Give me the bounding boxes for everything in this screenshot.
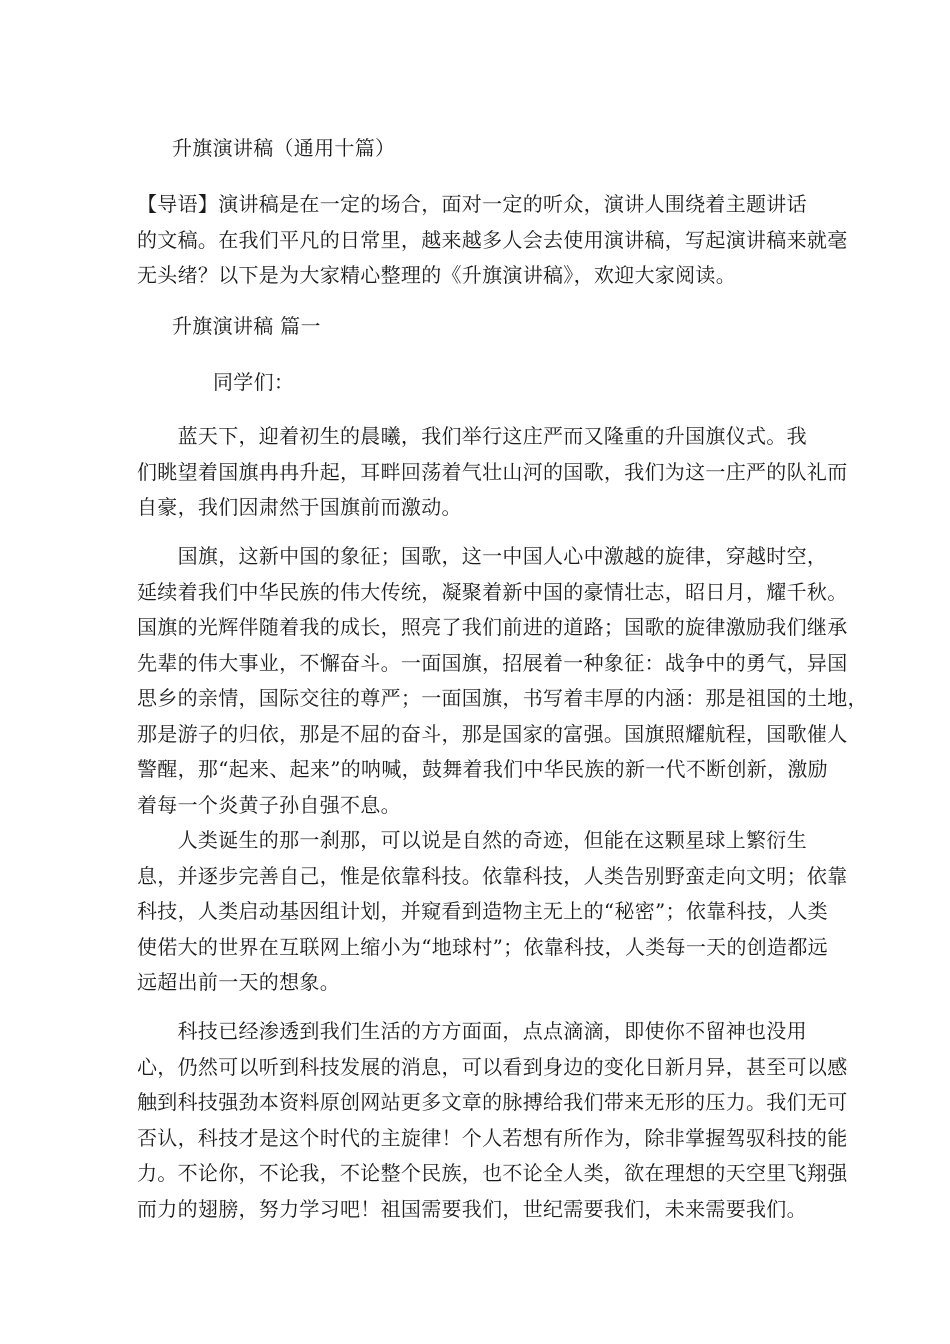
document-title: 升旗演讲稿（通用十篇） <box>172 136 396 160</box>
paragraph-line: 力。不论你，不论我，不论整个民族，也不论全人类，欲在理想的天空里飞翔强 <box>137 1161 848 1185</box>
paragraph-line: 心，仍然可以听到科技发展的消息，可以看到身边的变化日新月异，甚至可以感 <box>137 1054 848 1079</box>
paragraph-line: 蓝天下，迎着初生的晨曦，我们举行这庄严而又隆重的升国旗仪式。我 <box>137 424 807 448</box>
section-heading: 升旗演讲稿 篇一 <box>172 314 321 338</box>
paragraph-line: 警醒，那“起来、起来”的呐喊，鼓舞着我们中华民族的新一代不断创新，激励 <box>137 757 828 781</box>
paragraph-line: 国旗的光辉伴随着我的成长，照亮了我们前进的道路；国歌的旋律激励我们继承 <box>137 615 848 639</box>
body-paragraph-2 <box>137 539 868 823</box>
paragraph-line: 触到科技强劲本资料原创网站更多文章的脉搏给我们带来无形的压力。我们无可 <box>137 1090 848 1114</box>
paragraph-line: 着每一个炎黄子孙自强不息。 <box>137 792 401 817</box>
paragraph-line: 自豪，我们因肃然于国旗前而激动。 <box>137 495 462 519</box>
paragraph-line: 国旗，这新中国的象征；国歌，这一中国人心中激越的旋律，穿越时空， <box>137 544 828 568</box>
body-paragraph-1 <box>137 419 848 526</box>
paragraph-line: 息，并逐步完善自己，惟是依靠科技。依靠科技，人类告别野蛮走向文明；依靠 <box>137 863 848 888</box>
salutation: 同学们： <box>213 370 295 394</box>
body-paragraph-4 <box>137 1014 848 1227</box>
paragraph-line: 先辈的伟大事业，不懈奋斗。一面国旗，招展着一种象征：战争中的勇气，异国 <box>137 650 848 675</box>
intro-line: 【导语】演讲稿是在一定的场合，面对一定的听众，演讲人围绕着主题讲话 <box>137 192 807 216</box>
body-paragraph-3 <box>137 823 848 1001</box>
paragraph-line: 们眺望着国旗冉冉升起，耳畔回荡着气壮山河的国歌，我们为这一庄严的队礼而 <box>137 459 848 484</box>
paragraph-line: 远超出前一天的想象。 <box>137 970 340 994</box>
intro-line: 的文稿。在我们平凡的日常里，越来越多人会去使用演讲稿，写起演讲稿来就毫 <box>137 227 848 252</box>
intro-line: 无头绪？以下是为大家精心整理的《升旗演讲稿》，欢迎大家阅读。 <box>137 263 736 287</box>
paragraph-line: 延续着我们中华民族的伟大传统，凝聚着新中国的豪情壮志，昭日月，耀千秋。 <box>137 579 848 604</box>
paragraph-line: 而力的翅膀，努力学习吧！祖国需要我们，世纪需要我们，未来需要我们。 <box>137 1196 807 1221</box>
paragraph-line: 否认，科技才是这个时代的主旋律！个人若想有所作为，除非掌握驾驭科技的能 <box>137 1125 848 1150</box>
paragraph-line: 那是游子的归依，那是不屈的奋斗，那是国家的富强。国旗照耀航程，国歌催人 <box>137 721 848 746</box>
paragraph-line: 人类诞生的那一刹那，可以说是自然的奇迹，但能在这颗星球上繁衍生 <box>137 828 807 852</box>
paragraph-line: 思乡的亲情，国际交往的尊严；一面国旗，书写着丰厚的内涵：那是祖国的土地， <box>137 686 868 710</box>
paragraph-line: 科技，人类启动基因组计划，并窥看到造物主无上的“秘密”；依靠科技，人类 <box>137 899 828 923</box>
paragraph-line: 科技已经渗透到我们生活的方方面面，点点滴滴，即使你不留神也没用 <box>137 1019 807 1043</box>
intro-paragraph <box>137 187 848 294</box>
paragraph-line: 使偌大的世界在互联网上缩小为“地球村”；依靠科技，人类每一天的创造都远 <box>137 934 828 959</box>
